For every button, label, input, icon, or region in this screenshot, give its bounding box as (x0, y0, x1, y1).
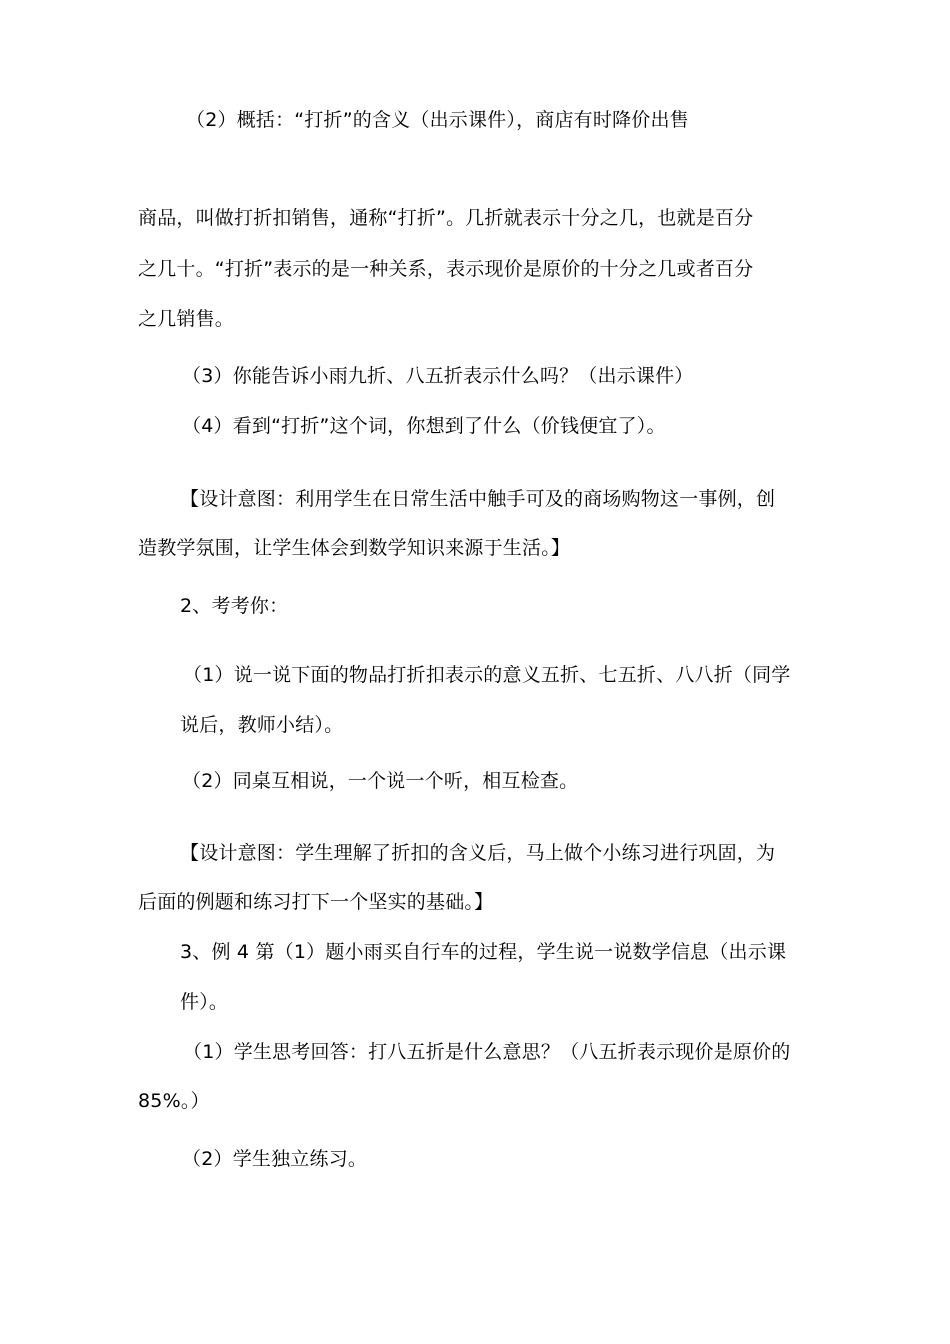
text-line: （2）学生独立练习。 (182, 1148, 368, 1170)
text-line: （2）概括：“打折”的含义（出示课件），商店有时降价出售 (186, 109, 689, 131)
text-line: 说后，教师小结）。 (180, 714, 344, 736)
design-intent-note: 造教学氛围，让学生体会到数学知识来源于生活。】 (138, 537, 571, 559)
text-line: 件）。 (180, 991, 229, 1013)
design-intent-note: 【设计意图：利用学生在日常生活中触手可及的商场购物这一事例，创 (180, 488, 776, 510)
text-line: （1）说一说下面的物品打折扣表示的意义五折、七五折、八八折（同学 (183, 664, 791, 686)
section-heading: 3、例 4 第（1）题小雨买自行车的过程，学生说一说数学信息（出示课 (180, 941, 787, 963)
design-intent-note: 后面的例题和练习打下一个坚实的基础。】 (138, 891, 494, 913)
section-heading: 2、考考你： (180, 595, 289, 617)
text-line: 之几十。“打折”表示的是一种关系，表示现价是原价的十分之几或者百分 (138, 258, 754, 280)
text-line: 商品，叫做打折扣销售，通称“打折”。几折就表示十分之几，也就是百分 (138, 207, 754, 229)
text-line: 85%。） (138, 1090, 210, 1112)
text-line: （1）学生思考回答：打八五折是什么意思？（八五折表示现价是原价的 (183, 1041, 791, 1063)
text-line: （3）你能告诉小雨九折、八五折表示什么吗？（出示课件） (182, 365, 694, 387)
design-intent-note: 【设计意图：学生理解了折扣的含义后，马上做个小练习进行巩固，为 (180, 842, 776, 864)
text-line: （4）看到“打折”这个词，你想到了什么（价钱便宜了）。 (182, 415, 666, 437)
text-line: （2）同桌互相说，一个说一个听，相互检查。 (182, 770, 579, 792)
text-line: 之几销售。 (138, 308, 235, 330)
